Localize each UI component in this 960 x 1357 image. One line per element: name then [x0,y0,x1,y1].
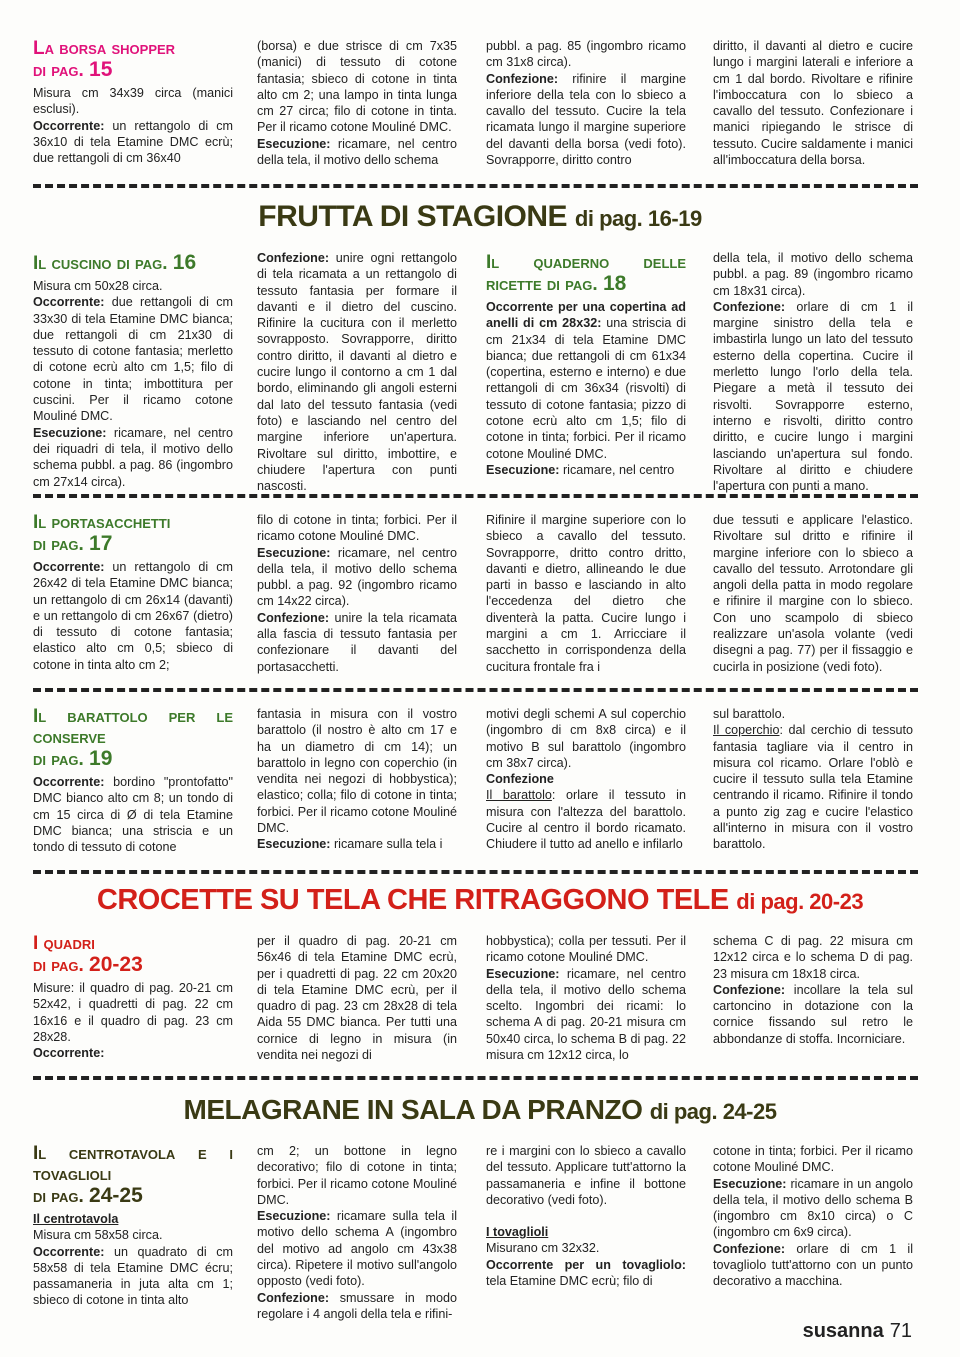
section-centrotavola-col4 [713,1143,913,1290]
label-esecuzione: Esecuzione: [713,1176,787,1191]
section-centrotavola-col3 [486,1143,686,1289]
paragraph: motivi degli schemi A sul coperchio (ingombro di cm 8x8 circa) e il motivo B sul barattolo (ingombro cm 38x7 circa). [486,707,686,770]
label-occorrente: Occorrente: [33,775,105,789]
paragraph [257,1208,457,1289]
heading-page: di pag. [33,955,84,976]
paragraph: Misura cm 58x58 circa. [33,1228,163,1243]
label-occorrente: Occorrente: [33,118,105,133]
paragraph [486,1257,686,1290]
section-barattolo-col2 [257,706,457,853]
paragraph: sul barattolo. [713,707,786,721]
paragraph [713,1241,913,1290]
paragraph [33,294,233,424]
paragraph: Rifinire il margine superiore con lo sbieco a cavallo del tessuto. Sovrapporre, dritto contro dritto, davanti e dietro, allineando le due parti in basso e lasciando in alto l'eccedenza del dietro che diventerà la patta. Cucire lungo i margini a cm 1. Arricciare il sacchetto in corrispondenza della cucitura frontale fra i [486,513,686,674]
label-confezione: Confezione: [257,1290,330,1305]
paragraph: cm 2; un bottone in legno decorativo; filo di cotone in tinta; forbici. Per il ricamo cotone Mouliné DMC. [257,1144,457,1207]
label-esecuzione: Esecuzione: [257,1209,331,1224]
divider [33,870,918,874]
text: unire la tela ricamata alla fascia di tessuto fantasia per confezionare il davanti del portasacchetti. [257,610,457,674]
sublabel-centrotavola: Il centrotavola [33,1212,119,1226]
paragraph: Misurano cm 32x32. [486,1241,600,1256]
heading-barattolo [33,706,233,770]
heading-page: di pag. [33,534,84,555]
paragraph [33,118,233,167]
heading-text: La borsa shopper [33,38,176,59]
section-quadri-col3 [486,933,686,1063]
paragraph [486,462,686,478]
label-esecuzione: Esecuzione: [33,425,107,440]
paragraph: schema C di pag. 22 misura cm 12x12 circa e lo schema D di pag. 23 misura cm 18x18 circa. [713,934,913,981]
section-borsa-col1 [33,38,233,166]
heading-page-number: 20-23 [89,953,143,976]
paragraph [33,1045,233,1061]
label-confezione: Confezione: [713,299,786,314]
section-quadri-col1 [33,933,233,1061]
title-text: FRUTTA DI STAGIONE [258,200,568,233]
paragraph [486,71,686,169]
label-occorrente: Occorrente per una copertina ad anelli di cm 28x32: [486,300,686,331]
text: rifinire il margine inferiore della tela con lo sbieco a cavallo del tessuto. Cucire la tela ricamata lungo il margine superiore del davanti della borsa (vedi foto). Sovrapporre, diritto contro [486,71,686,168]
text: un quadrato di cm 58x58 di tela Etamine DMC écru; passamaneria in juta alta cm 1; sbieco di cotone in tinta alto [33,1244,233,1308]
heading-text: Il centrotavola e i tovaglioli [33,1143,233,1185]
heading-page: di pag. [33,1186,84,1207]
section-barattolo-col3 [486,706,686,853]
text: un rettangolo di cm 36x10 di tela Etamine DMC ecrù; due rettangoli di cm 36x40 [33,118,233,166]
paragraph: fantasia in misura con il vostro barattolo (il nostro è alto cm 17 e ha un diametro di cm 14); un barattolo in legno con coperchio (in vendita nei negozi di hobbystica); elastico; colla; filo di cotone in tinta; forbici. Per il ricamo cotone Mouliné DMC. [257,707,457,836]
paragraph: Misure: il quadro di pag. 20-21 cm 52x42, i quadretti di pag. 22 cm 16x16 e il quadro di pag. 23 cm 28x28. [33,981,233,1044]
heading-text: Il quaderno delle ricette [486,252,686,295]
label-confezione: Confezione: [713,1241,786,1256]
heading-quaderno [486,252,686,295]
section-portasacchetti-col3 [486,512,686,675]
heading-page-number: 19 [89,747,113,770]
paragraph [257,250,457,494]
section-quadri-col2 [257,933,457,1063]
label-confezione: Confezione: [257,251,330,265]
text: orlare di cm 1 il margine sinistro della tela e imbastirla lungo un lato del tessuto esterno della copertina. Cucire il merletto lungo l'orlo della tela. Piegare a metà il tessuto dei risvolti. Sovrapporre esterno, interno e risvolti, diritto contro diritto, e cucire lungo i margini lasciando un'apertura sul fondo. Rivoltare al diritto e chiudere l'apertura con punti a mano. [713,299,913,494]
paragraph [486,787,686,852]
section-centrotavola-col2 [257,1143,457,1322]
text: ricamare in un angolo della tela, il motivo dello schema B (ingombro cm 8x10 circa) o C (ingombro cm 6x9 circa). [713,1176,913,1240]
paragraph: due tessuti e applicare l'elastico. Rivoltare sul dritto e rifinire il margine inferiore con lo sbieco a cavallo del tessuto. Arrotondare gli angoli della patta in modo regolare e rifinire il margine con lo sbieco. Con uno scampolo di sbieco realizzare un'asola volante (vedi disegni a pag. 77) per il fissaggio e cucirla in posizione (vedi foto). [713,513,913,674]
label-confezione: Confezione: [713,982,786,997]
paragraph: Misura cm 50x28 circa. [33,279,163,293]
text: : dal cerchio di tessuto fantasia tagliare via il centro in misura col ricamo. Orlare l'oblò e cucire il tessuto sulla tela Etamine centrando il ricamo. Rifinire il tondo a punto zig zag e cucire l'elastico all'interno in misura con il vostro barattolo. [713,723,913,852]
title-text: CROCETTE SU TELA CHE RITRAGGONO TELE [96,884,729,916]
paragraph [33,1244,233,1309]
label-occorrente: Occorrente: [33,1244,105,1259]
section-portasacchetti-col4 [713,512,913,675]
text: una striscia di cm 21x34 di tela Etamine DMC bianca; due rettangoli di cm 61x34 (copertina, esterno e interno) e due rettangoli di cm 36x34 (risvolti) di tessuto di cotone fantasia; pizzo di cotone ecrù alto cm 1,5; filo di cotone in tinta; forbici. Per il ricamo cotone Mouliné DMC. [486,316,686,461]
divider [33,184,918,188]
label-esecuzione: Esecuzione: [257,837,331,852]
text: ricamare, nel centro dei riquadri di tela, il motivo dello schema pubbl. a pag. 86 (ingombro cm 27x14 circa). [33,425,233,489]
heading-cuscino [33,252,233,274]
heading-quadri [33,933,233,976]
section-borsa-col3 [486,38,686,168]
paragraph: per il quadro di pag. 20-21 cm 56x46 di tela Etamine DMC ecrù, per i quadretti di pag. 22 cm 20x20 di tela Etamine DMC ecrù, per il quadro di pag. 23 cm 28x28 di tela Aida 55 DMC bianca. Per tutti una cornice di legno in misura (in vendita nei negozi di [257,934,457,1063]
label-occorrente: Occorrente per un tovagliolo: [486,1257,686,1272]
text: incollare la tela sul cartoncino in dotazione con la cornice fissando sul retro le abbondanze di stoffa. Incorniciare. [713,982,913,1046]
heading-page-number: 15 [89,58,113,81]
paragraph [33,559,233,673]
label-occorrente: Occorrente: [33,1046,105,1061]
paragraph: Misura cm 34x39 circa (manici esclusi). [33,86,233,117]
section-quadri-col4 [713,933,913,1047]
paragraph: (borsa) e due strisce di cm 7x35 (manici) di tessuto di cotone fantasia; sbieco di cotone in tinta alto cm 2; una lampo in tinta lunga cm 27 circa; filo di cotone in tinta. Per il ricamo cotone Mouliné DMC. [257,39,457,135]
divider [33,1076,918,1080]
text: ricamare, nel centro della tela, il motivo dello schema scelto. Ingombri dei ricami: lo schema A di pag. 20-21 misura cm 50x40 circa, lo schema B di pag. 22 misura cm 12x12 circa, lo [486,966,686,1063]
paragraph: cotone in tinta; forbici. Per il ricamo cotone Mouliné DMC. [713,1144,913,1175]
title-text: MELAGRANE IN SALA DA PRANZO [183,1094,643,1125]
paragraph [713,722,913,852]
text: ricamare, nel centro della tela, il motivo dello schema [257,136,457,168]
text: bordino "prontofatto" DMC bianco alto cm 8; un tondo di cm 15 circa di Ø di tela Etamine DMC bianca; una striscia e un tondo di tessuto di cotone [33,775,233,855]
sublabel-tovaglioli: I tovaglioli [486,1225,549,1240]
heading-page: di pag. [33,749,84,770]
paragraph [257,610,457,675]
heading-page: di pag. [546,274,598,295]
title-pages: di pag. 24-25 [649,1099,777,1124]
paragraph [486,771,686,787]
section-barattolo-col4 [713,706,913,853]
paragraph [713,299,913,495]
section-portasacchetti-col1 [33,512,233,673]
label-esecuzione: Esecuzione: [486,966,560,981]
heading-borsa-shopper [33,38,233,81]
sublabel: Il barattolo [486,788,552,803]
text: un rettangolo di cm 26x42 di tela Etamine DMC bianca; un rettangolo di cm 26x14 (davanti) e un rettangolo di cm 26x67 (dietro) di tessuto di cotone fantasia; elastico alto cm 0,5; sbieco di cotone in tinta alto cm 2; [33,560,233,672]
heading-page: di pag. [33,60,84,81]
paragraph: filo di cotone in tinta; forbici. Per il ricamo cotone Mouliné DMC. [257,513,457,544]
heading-centrotavola [33,1143,233,1207]
divider [33,688,918,692]
title-frutta-di-stagione [0,200,960,234]
section-portasacchetti-col2 [257,512,457,675]
heading-text: Il cuscino [33,253,112,274]
paragraph: della tela, il motivo dello schema pubbl. a pag. 89 (ingombro ricamo cm 18x31 circa). [713,251,913,298]
section-cuscino-col2 [257,250,457,494]
section-barattolo-col1 [33,706,233,855]
heading-page-number: 24-25 [89,1184,143,1207]
text: smussare in modo regolare i 4 angoli della tela e rifini- [257,1290,457,1321]
paragraph: hobbystica); colla per tessuti. Per il ricamo cotone Mouliné DMC. [486,934,686,965]
heading-page-number: 17 [89,532,113,555]
heading-page: di pag. [116,253,168,274]
sublabel: Il coperchio [713,723,780,738]
magazine-name: susanna [802,1320,884,1342]
title-pages: di pag. 16-19 [574,206,702,231]
text: due rettangoli di cm 33x30 di tela Etamine DMC bianca; due rettangoli di cm 21x30 di tessuto di cotone fantasia; merletto di cotone ecrù alto cm 1,5; filo di cotone in tinta; imbottitura per cuscini. Per il ricamo cotone Mouliné DMC. [33,295,233,424]
heading-text: Il barattolo per le conserve [33,706,233,748]
heading-text: I quadri [33,933,95,954]
paragraph [257,545,457,610]
label-esecuzione: Esecuzione: [257,136,331,151]
label-occorrente: Occorrente: [33,295,105,310]
text: tela Etamine DMC ecrù; filo di [486,1274,653,1289]
section-cuscino-col1 [33,252,233,490]
label-confezione: Confezione: [486,71,559,86]
paragraph: diritto, il davanti al dietro e cucire lungo i margini laterali e inferiore a cm 1 dal bordo. Rivoltare e rifinire l'imboccatura con lo sbieco a cavallo del tessuto. Confezionare i manici ripiegando le strisce di tessuto. Cucire saldamente i manici all'imboccatura della borsa. [713,39,913,168]
section-borsa-col4 [713,38,913,168]
text: ricamare sulla tela i [330,837,443,852]
paragraph [486,299,686,462]
heading-portasacchetti [33,512,233,555]
section-quaderno-col3 [486,252,686,478]
page-footer [803,1320,912,1343]
text: ricamare, nel centro della tela, il motivo dello schema pubbl. a pag. 92 (ingombro ricamo cm 14x22 circa). [257,545,457,609]
heading-page-number: 18 [602,272,627,295]
text: : orlare il tessuto in misura con l'altezza del barattolo. Cucire al centro il bordo ricamato. Chiudere il tutto ad anello e infilarlo [486,788,686,852]
paragraph: pubbl. a pag. 85 (ingombro ricamo cm 31x8 circa). [486,39,686,70]
label-confezione: Confezione [486,772,554,787]
title-melagrane [0,1094,960,1126]
paragraph [257,136,457,169]
label-esecuzione: Esecuzione: [486,462,560,477]
section-centrotavola-col1 [33,1143,233,1309]
title-pages: di pag. 20-23 [736,889,864,914]
label-occorrente: Occorrente: [33,560,105,574]
divider [33,494,918,498]
section-quaderno-col4 [713,250,913,494]
paragraph [33,425,233,490]
paragraph [33,774,233,855]
section-borsa-col2 [257,38,457,168]
page-number: 71 [889,1320,912,1342]
heading-text: Il portasacchetti [33,512,171,533]
paragraph [257,836,457,852]
heading-page-number: 16 [172,251,197,274]
text: ricamare sulla tela il motivo dello schema A (ingombro del motivo ad angolo cm 43x38 circa). Ripetere il motivo sull'angolo opposto (vedi foto). [257,1209,457,1289]
text: unire ogni rettangolo di tela ricamata a un rettangolo di tessuto fantasia per formare il davanti e il dietro del cuscino. Rifinire la cucitura con il merletto sovrapposto. Sovrapporre, diritto contro diritto, il davanti al dietro e cucire lungo il contorno a cm 1 dal bordo, eliminando gli angoli esterni dal lato del tessuto fantasia (vedi foto) e lasciando nel centro del margine inferiore un'apertura. Rivoltare sul diritto, imbottire, e chiudere l'apertura con punti nascosti. [257,251,457,494]
paragraph [257,1290,457,1323]
title-crocette [0,884,960,917]
paragraph [713,982,913,1047]
paragraph [486,966,686,1064]
label-confezione: Confezione: [257,610,330,625]
text: orlare di cm 1 il tovagliolo tutt'attorno con un punto decorativo a macchina. [713,1241,913,1289]
paragraph [713,1176,913,1241]
paragraph: re i margini con lo sbieco a cavallo del tessuto. Applicare tutt'attorno la passamaneria e infine il bottone decorativo (vedi foto). [486,1144,686,1207]
label-esecuzione: Esecuzione: [257,545,331,560]
text: ricamare, nel centro [559,462,675,477]
